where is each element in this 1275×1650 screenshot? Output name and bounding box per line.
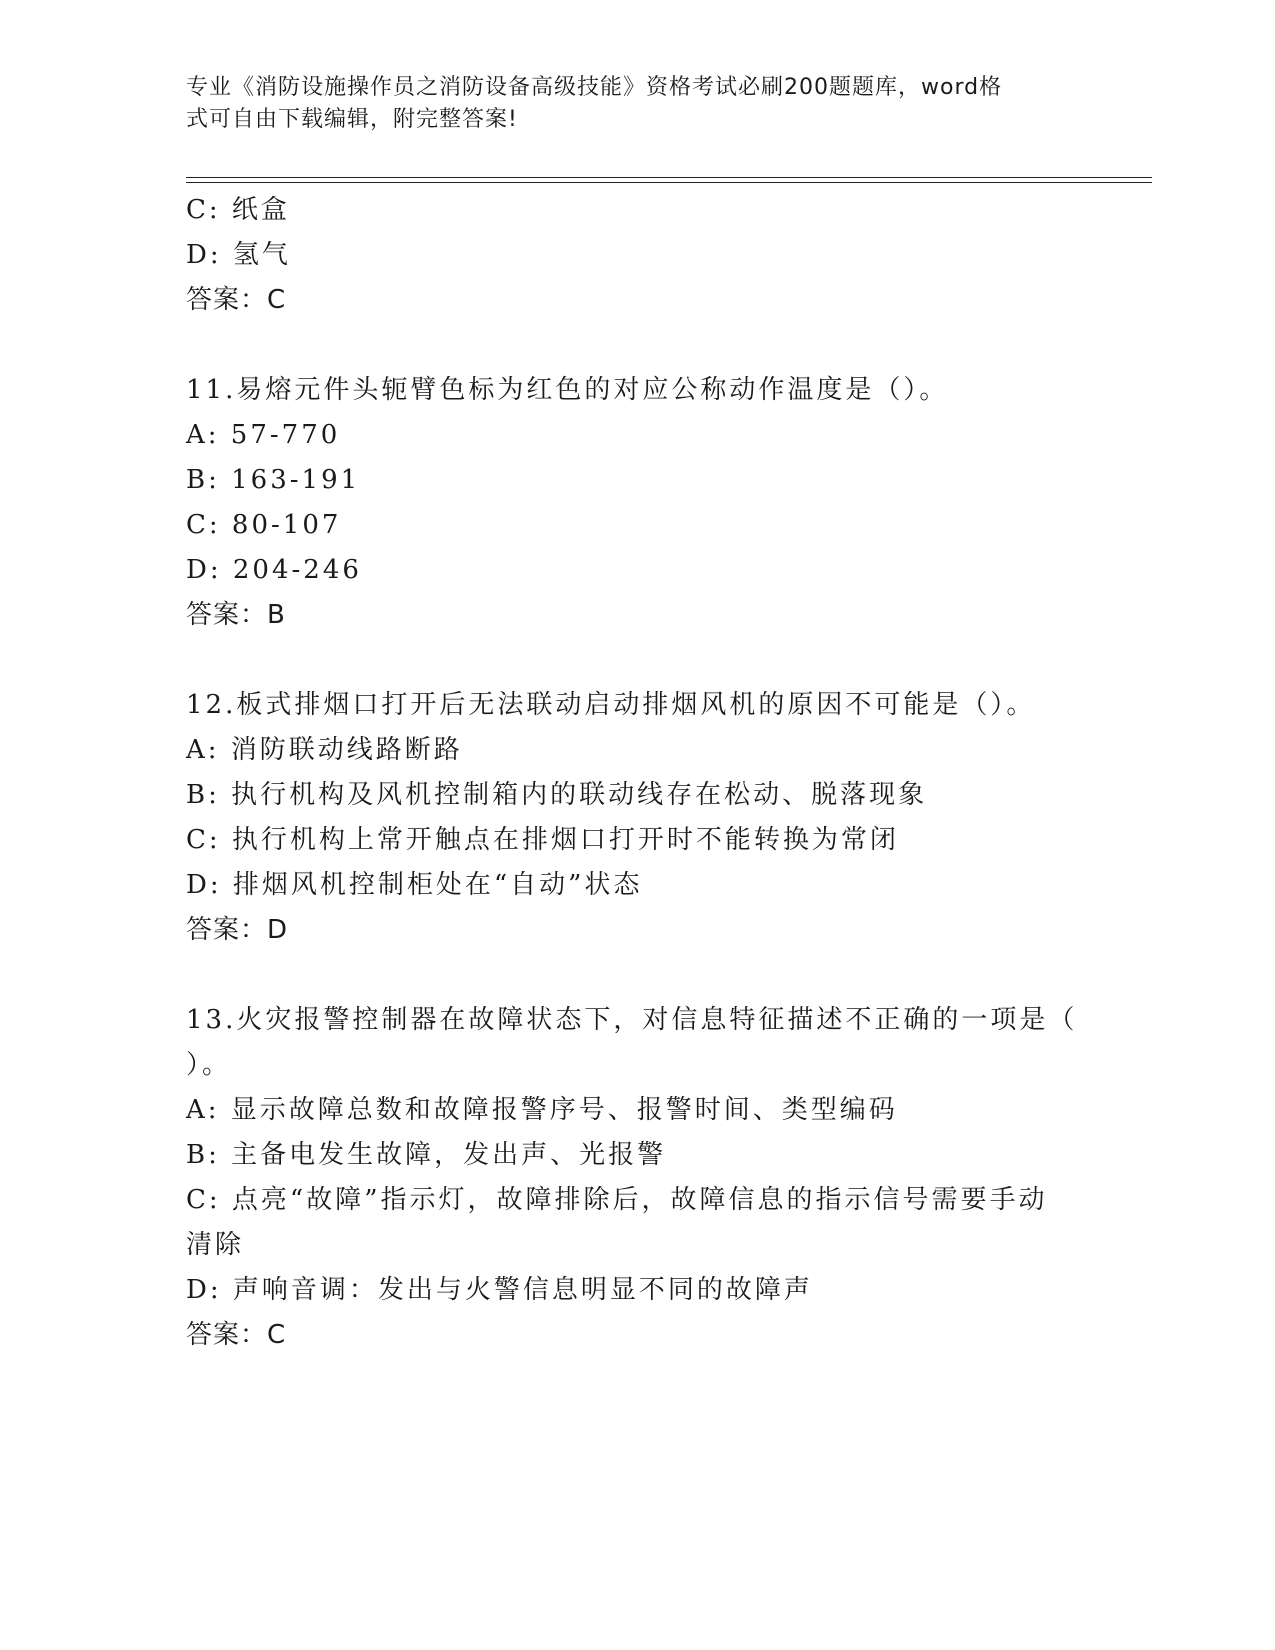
question-stem-line-2: ）。 (186, 1050, 232, 1080)
header-divider-top (186, 177, 1152, 178)
question-12 (186, 683, 1086, 953)
header-line-1: 专业《消防设施操作员之消防设备高级技能》资格考试必刷200题题库，word格 (186, 75, 1003, 100)
option-d: D: 排烟风机控制柜处在“自动”状态 (186, 870, 643, 900)
option-c: C: 80-107 (186, 510, 342, 540)
option-a: A: 显示故障总数和故障报警序号、报警时间、类型编码 (186, 1095, 898, 1125)
option-d: D: 204-246 (186, 555, 362, 585)
header-divider-bottom (186, 182, 1152, 183)
question-stem: 12.板式排烟口打开后无法联动启动排烟风机的原因不可能是（）。 (186, 690, 1036, 720)
option-c: C: 纸盒 (186, 195, 290, 225)
option-d: D: 氢气 (186, 240, 291, 270)
header-line-2: 式可自由下载编辑，附完整答案! (186, 107, 518, 132)
spacer (186, 638, 1086, 683)
answer: 答案：D (186, 915, 289, 945)
answer: 答案：C (186, 285, 287, 315)
question-11 (186, 368, 1086, 638)
option-d: D: 声响音调：发出与火警信息明显不同的故障声 (186, 1275, 813, 1305)
option-a: A: 消防联动线路断路 (186, 735, 463, 765)
question-13 (186, 998, 1086, 1358)
question-stem: 11.易熔元件头轭臂色标为红色的对应公称动作温度是（）。 (186, 375, 949, 405)
option-b: B: 主备电发生故障，发出声、光报警 (186, 1140, 667, 1170)
option-c: C: 执行机构上常开触点在排烟口打开时不能转换为常闭 (186, 825, 899, 855)
option-a: A: 57-770 (186, 420, 341, 450)
answer: 答案：C (186, 1320, 287, 1350)
option-c-line-2: 清除 (186, 1230, 245, 1260)
option-b: B: 163-191 (186, 465, 361, 495)
question-stem-line-1: 13.火灾报警控制器在故障状态下，对信息特征描述不正确的一项是（ (186, 1005, 1078, 1035)
question-list (186, 188, 1086, 1358)
answer: 答案：B (186, 600, 286, 630)
spacer (186, 323, 1086, 368)
question-10-tail (186, 188, 1086, 323)
document-header (186, 72, 1066, 136)
option-c-line-1: C: 点亮“故障”指示灯，故障排除后，故障信息的指示信号需要手动 (186, 1185, 1048, 1215)
spacer (186, 953, 1086, 998)
option-b: B: 执行机构及风机控制箱内的联动线存在松动、脱落现象 (186, 780, 928, 810)
